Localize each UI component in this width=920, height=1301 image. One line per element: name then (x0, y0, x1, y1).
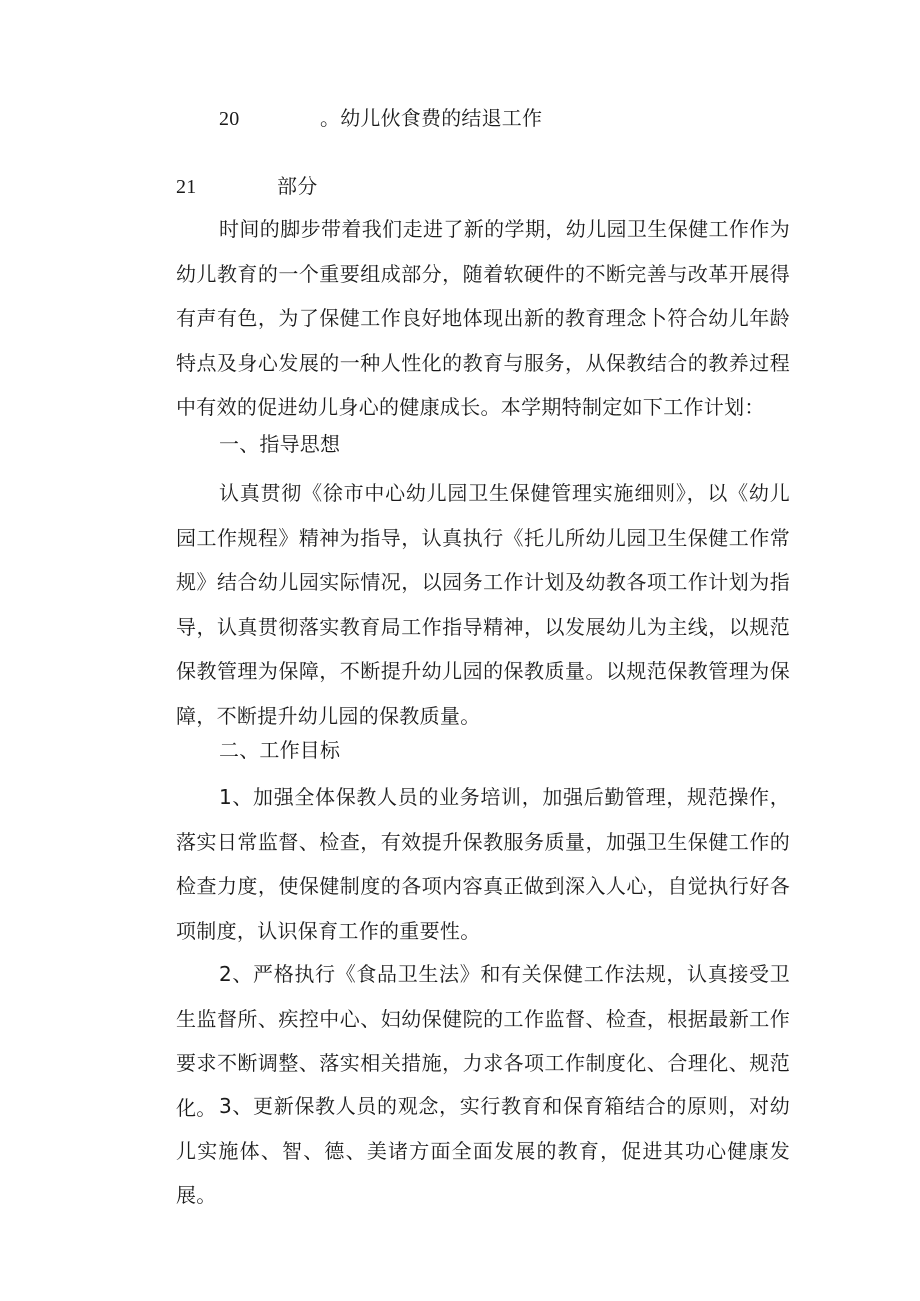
heading-20-text: 。幼儿伙食费的结退工作 (320, 106, 543, 130)
goal-item-1: 1、加强全体保教人员的业务培训，加强后勤管理，规范操作，落实日常监督、检查，有效提升保教服务质量，加强卫生保健工作的检查力度，使保健制度的各项内容真正做到深入人心，自觉执行好各项制度，认识保育工作的重要性。 (176, 785, 790, 943)
goal-item-2: 2、严格执行《食品卫生法》和有关保健工作法规，认真接受卫生监督所、疾控中心、妇幼保健院的工作监督、检查，根据最新工作要求不断调整、落实相关措施，力求各项工作制度化、合理化、规范化。 (176, 962, 790, 1120)
intro-paragraph: 时间的脚步带着我们走进了新的学期，幼儿园卫生保健工作作为幼儿教育的一个重要组成部分，随着软硬件的不断完善与改革开展得有声有色，为了保健工作良好地体现出新的教育理念卜符合幼儿年龄特点及身心发展的一种人性化的教育与服务，从保教结合的教养过程中有效的促进幼儿身心的健康成长。本学期特制定如下工作计划： (176, 217, 790, 419)
heading-20-number: 20 (219, 108, 240, 130)
heading-20 (219, 104, 543, 133)
heading-21-text: 部分 (277, 174, 318, 198)
heading-21 (176, 172, 318, 201)
section-1-title: 一、指导思想 (219, 432, 341, 456)
section-2-title: 二、工作目标 (219, 738, 341, 762)
section-1-body: 认真贯彻《徐市中心幼儿园卫生保健管理实施细则》，以《幼儿园工作规程》精神为指导，认真执行《托儿所幼儿园卫生保健工作常规》结合幼儿园实际情况，以园务工作计划及幼教各项工作计划为指导，认真贯彻落实教育局工作指导精神，以发展幼儿为主线，以规范保教管理为保障，不断提升幼儿园的保教质量。以规范保教管理为保障，不断提升幼儿园的保教质量。 (176, 481, 790, 728)
goal-item-3: 3、更新保教人员的观念，实行教育和保育箱结合的原则，对幼儿实施体、智、德、美诸方面全面发展的教育，促进其功心健康发展。 (176, 1094, 790, 1207)
heading-21-number: 21 (176, 176, 197, 198)
